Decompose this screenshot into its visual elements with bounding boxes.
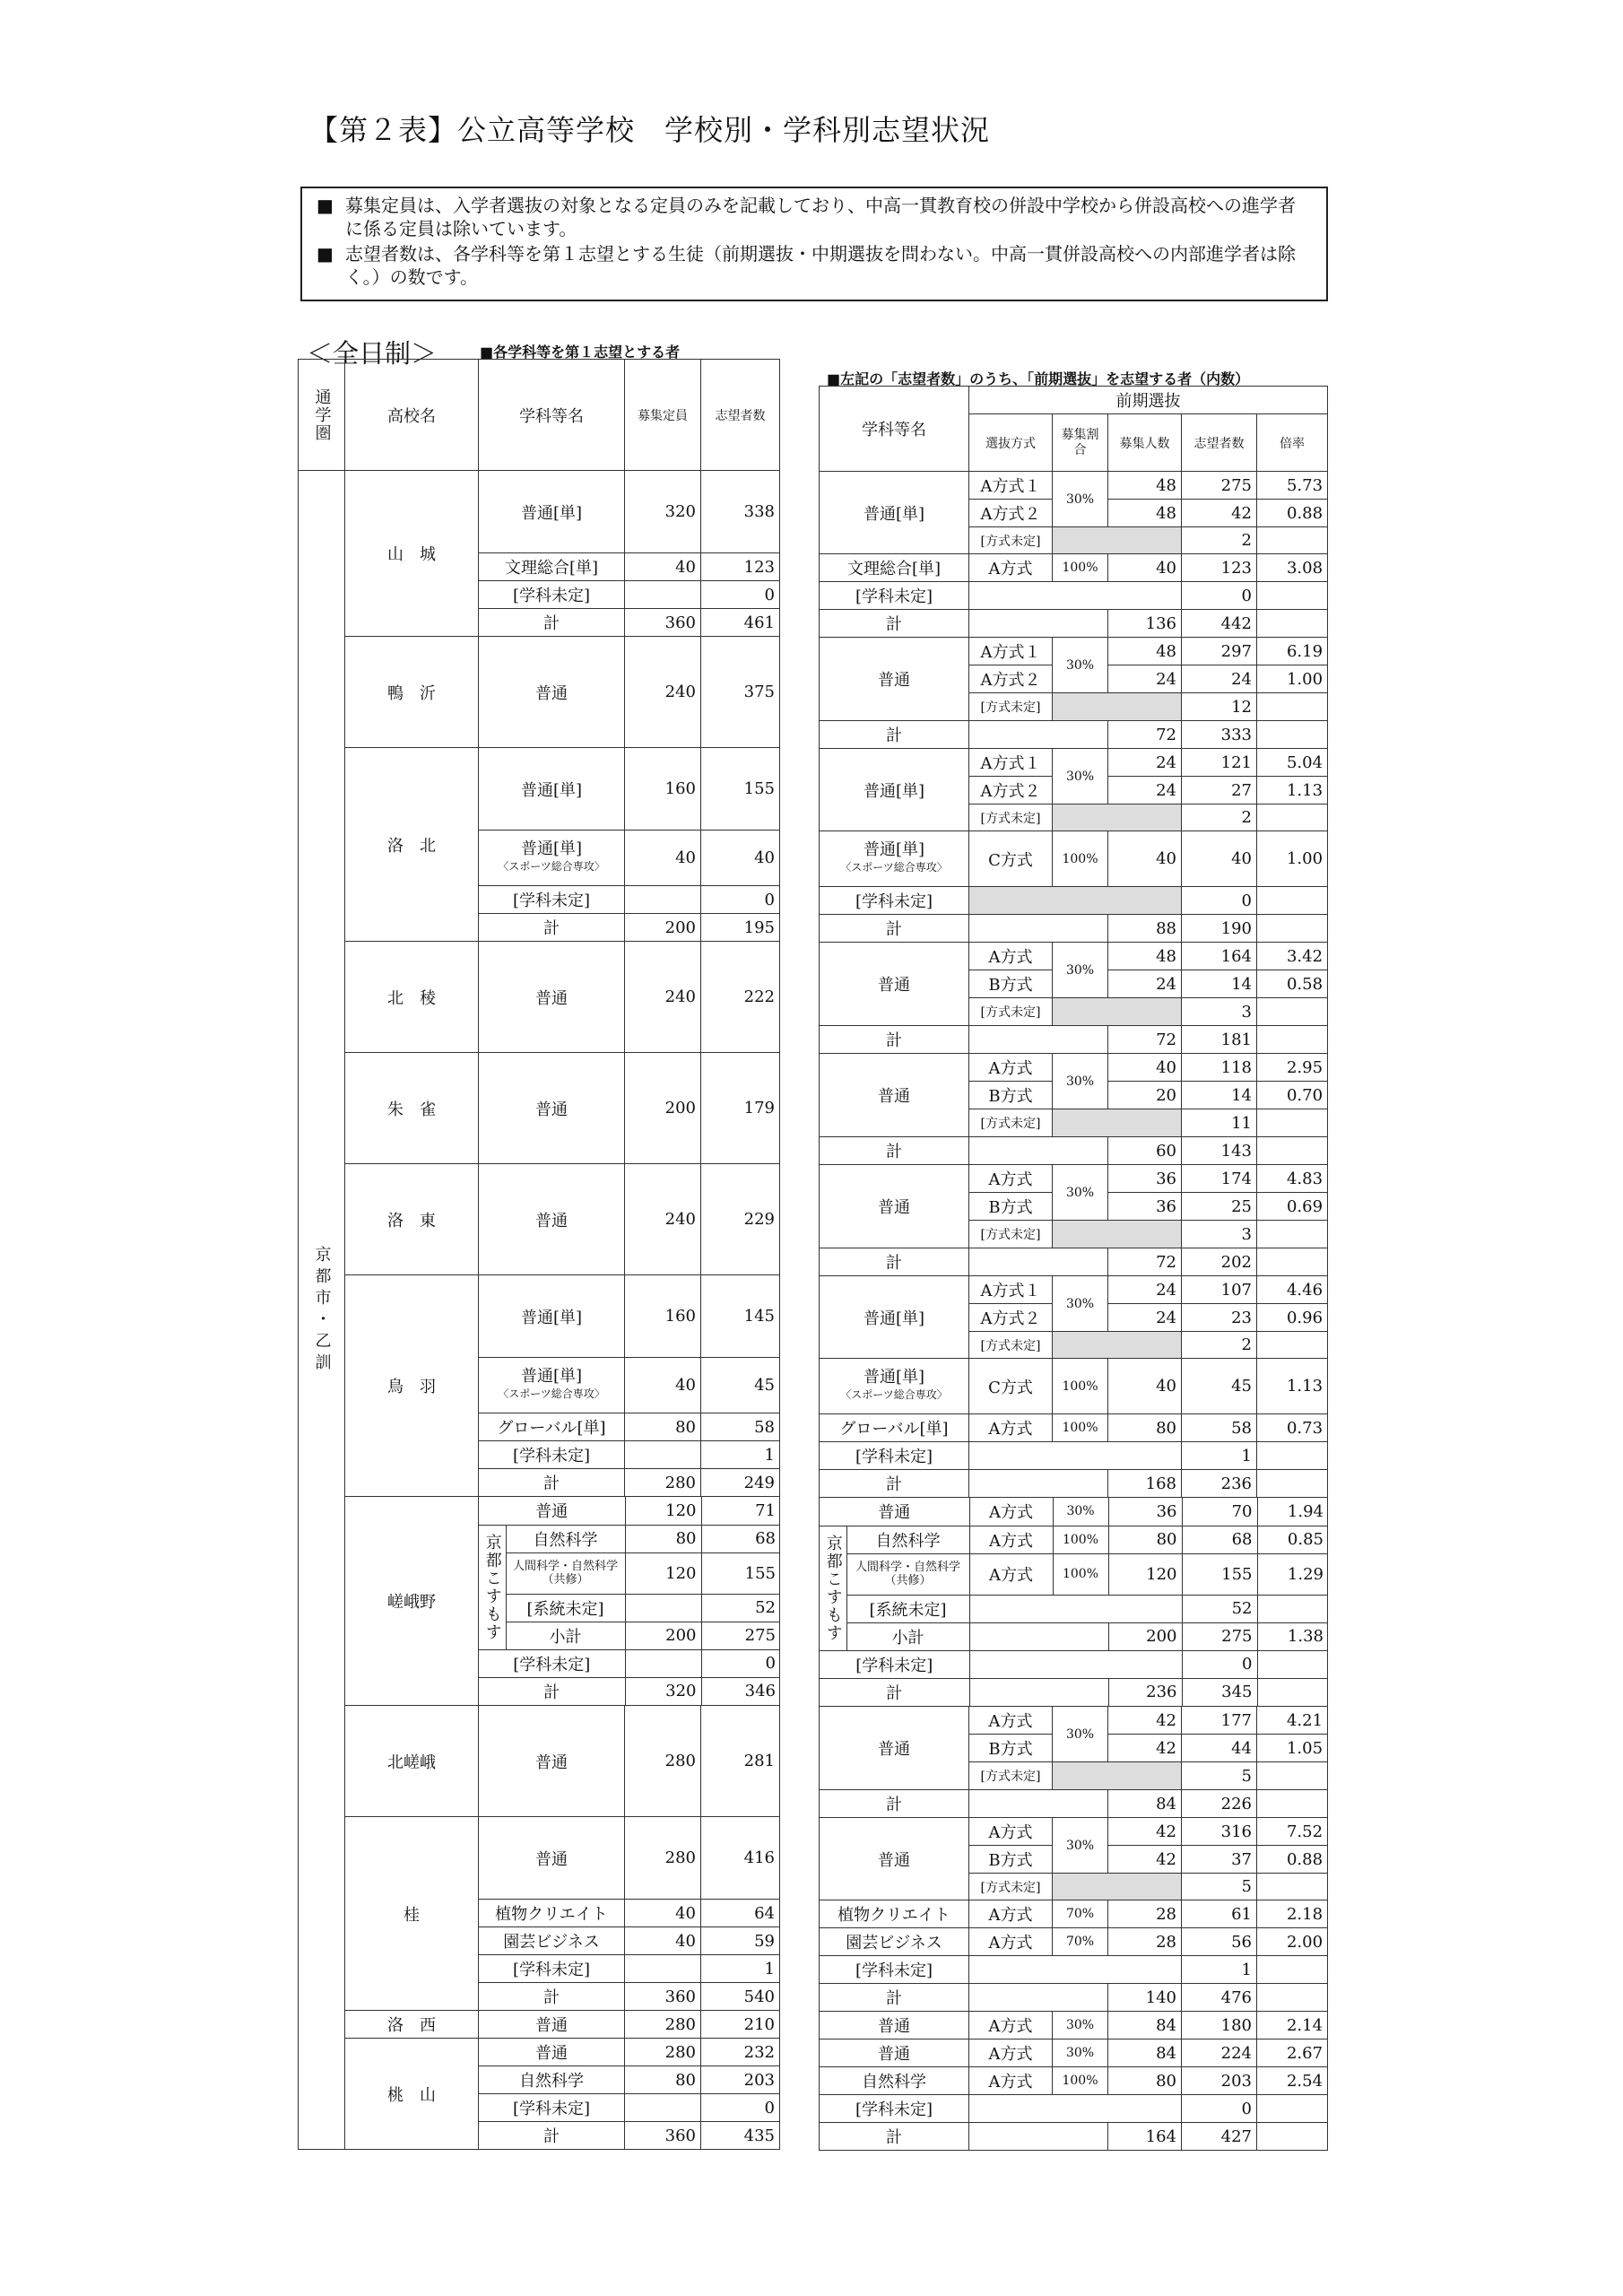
table-header-row [299, 360, 780, 471]
note-marker: ■ [317, 195, 334, 216]
table-row: 計 200 195 [299, 914, 780, 942]
table-row: 普通[単] A方式１ 30% 48 275 5.73 [820, 472, 1328, 500]
kyoto-kosumosu-label: 京都こすもす [479, 1525, 506, 1649]
table-row: [方式未定] 11 [820, 1109, 1328, 1137]
table-row: [方式未定] 5 [820, 1874, 1328, 1900]
table-row: A方式２ 24 23 0.96 [820, 1304, 1328, 1332]
table-row: 普通 A方式 30% 48 164 3.42 [820, 943, 1328, 970]
header-area: 通学圏 [299, 360, 345, 471]
table-row: 普通[単] 〈スポーツ総合専攻〉 C方式 100% 40 40 1.00 [820, 831, 1328, 887]
school-name: 山 城 [345, 471, 479, 637]
table-row: グローバル[単] 80 58 [299, 1413, 780, 1441]
kyoto-kosumosu-label: 京都こすもす [820, 1526, 846, 1650]
table-row: [方式未定] 2 [820, 527, 1328, 554]
header-dept: 学科等名 [479, 360, 625, 471]
table-row: [学科未定] 0 [820, 887, 1328, 915]
table-row: A方式２ 24 27 1.13 [820, 777, 1328, 804]
table-row: 普通 A方式 30% 42 177 4.21 [820, 1707, 1328, 1735]
note-2: ■ 志望者数は、各学科等を第１志望とする生徒（前期選抜・中期選抜を問わない。中高一貫併設高校への内部進学者は除く。）の数です。 [317, 243, 1296, 288]
table-row: [方式未定] 2 [820, 804, 1328, 831]
table-row: 普通 A方式 30% 36 174 4.83 [820, 1165, 1328, 1193]
table-row: 普通[単] A方式１ 30% 24 107 4.46 [820, 1276, 1328, 1304]
school-name: 桃 山 [345, 2039, 479, 2150]
table-row: B方式 20 14 0.70 [820, 1082, 1328, 1109]
table-row: 計 88 190 [820, 915, 1328, 943]
table-row [299, 1497, 780, 1706]
table-row: グローバル[単] A方式 100% 80 58 0.73 [820, 1414, 1328, 1442]
school-name: 洛 東 [345, 1164, 479, 1275]
table-row: 普通[単] 〈スポーツ総合専攻〉 40 40 [299, 831, 780, 886]
table-row: 桃 山 普通 280 232 [299, 2039, 780, 2066]
table-row: 植物クリエイト 40 64 [299, 1900, 780, 1927]
header-quota: 募集定員 [625, 360, 701, 471]
table-row: 計 84 226 [820, 1790, 1328, 1818]
table-row: B方式 36 25 0.69 [820, 1193, 1328, 1221]
table-row: 計 164 427 [820, 2123, 1328, 2151]
table-row: 計 72 333 [820, 721, 1328, 749]
table-row: 洛 西 普通 280 210 [299, 2011, 780, 2039]
table-row: 鳥 羽 普通[単] 160 145 [299, 1275, 780, 1358]
table-row: 計 360 461 [299, 609, 780, 637]
school-name: 嵯峨野 [345, 1497, 479, 1706]
table-row: 朱 雀 普通 200 179 [299, 1053, 780, 1164]
table-row: [学科未定] 1 [820, 1442, 1328, 1470]
page-title: 【第２表】公立高等学校 学校別・学科別志望状況 [309, 113, 991, 147]
table-row: [学科未定] 0 [820, 582, 1328, 610]
left-table-caption: ■各学科等を第１志望とする者 [480, 344, 681, 361]
area-name: 京都市・乙訓 [299, 471, 345, 2150]
table-row: 文理総合[単] 40 123 [299, 553, 780, 581]
table-row: 自然科学 A方式 100% 80 203 2.54 [820, 2067, 1328, 2095]
table-row: 京都市・乙訓 山 城 普通[単] 320 338 [299, 471, 780, 553]
table-row: 園芸ビジネス 40 59 [299, 1927, 780, 1955]
table-row [820, 1498, 1328, 1707]
table-row: [方式未定] 5 [820, 1762, 1328, 1790]
note-marker: ■ [317, 243, 334, 265]
table-row: 計 280 249 [299, 1469, 780, 1497]
table-row: 計 360 435 [299, 2122, 780, 2150]
section-heading: ＜全日制＞ [307, 338, 438, 369]
note-1: ■ 募集定員は、入学者選抜の対象となる定員のみを記載しており、中高一貫教育校の併設中学校から併設高校への進学者に係る定員は除いています。 [317, 195, 1296, 239]
table-row: 普通 A方式 30% 40 118 2.95 [820, 1054, 1328, 1082]
table-row: 普通[単] A方式１ 30% 24 121 5.04 [820, 749, 1328, 777]
table-row: [学科未定] 1 [299, 1955, 780, 1983]
table-row: [方式未定] 2 [820, 1332, 1328, 1359]
table-row: 計 72 202 [820, 1248, 1328, 1276]
school-name: 洛 西 [345, 2011, 479, 2039]
table-row: [学科未定] 0 [299, 581, 780, 609]
table-row: 計 72 181 [820, 1026, 1328, 1054]
table-row: 洛 北 普通[単] 160 155 [299, 748, 780, 831]
table-row: A方式２ 48 42 0.88 [820, 500, 1328, 527]
table-row: 自然科学 80 203 [299, 2066, 780, 2094]
table-row: 普通[単] 〈スポーツ総合専攻〉 C方式 100% 40 45 1.13 [820, 1359, 1328, 1414]
table-row: 計 360 540 [299, 1983, 780, 2011]
right-table [819, 386, 1328, 2151]
table-header-row: 選抜方式 募集割合 募集人数 志望者数 倍率 [820, 414, 1328, 472]
table-row: 普通 A方式１ 30% 48 297 6.19 [820, 638, 1328, 665]
table-row: 文理総合[単] A方式 100% 40 123 3.08 [820, 554, 1328, 582]
table-row: 普通 A方式 30% 84 224 2.67 [820, 2039, 1328, 2067]
header-school: 高校名 [345, 360, 479, 471]
table-row: 洛 東 普通 240 229 [299, 1164, 780, 1275]
header-zenki: 前期選抜 [969, 387, 1328, 414]
table-row: 園芸ビジネス A方式 70% 28 56 2.00 [820, 1928, 1328, 1956]
header-applicants: 志望者数 [701, 360, 780, 471]
sagano-subtable: 普通 120 71 京都こすもす 自然科学 80 68 人間科学・自然科学（共修） 120 155 [系統未定] 52 小計 200 275 [学科未定] 0 計 320 346 [479, 1497, 780, 1705]
school-name: 北嵯峨 [345, 1706, 479, 1817]
table-row: B方式 24 14 0.58 [820, 970, 1328, 998]
school-name: 北 稜 [345, 942, 479, 1053]
table-row: [方式未定] 3 [820, 1221, 1328, 1248]
table-header-row [820, 387, 1328, 414]
table-row: 桂 普通 280 416 [299, 1817, 780, 1900]
table-row: B方式 42 44 1.05 [820, 1735, 1328, 1762]
table-row: 鴨 沂 普通 240 375 [299, 637, 780, 748]
table-row: A方式２ 24 24 1.00 [820, 665, 1328, 693]
sagano-right-subtable: 普通 A方式 30% 36 70 1.94 京都こすもす 自然科学 A方式 100% 80 68 0.85 人間科学・自然科学（共修） A方式 100% 120 155 1.29 [系統未定] 52 小計 200 275 1.38 [学科未定] 0 計 236 345 [820, 1498, 1328, 1706]
table-row: 普通[単] 〈スポーツ総合専攻〉 40 45 [299, 1358, 780, 1413]
school-name: 洛 北 [345, 748, 479, 942]
table-row: B方式 42 37 0.88 [820, 1846, 1328, 1874]
table-row: 普通 A方式 30% 84 180 2.14 [820, 2012, 1328, 2039]
table-row: 計 136 442 [820, 610, 1328, 638]
table-row: [学科未定] 1 [820, 1956, 1328, 1984]
header-dept: 学科等名 [820, 387, 969, 472]
right-table-caption: ■左記の「志望者数」のうち、「前期選抜」を志望する者（内数） [827, 370, 1250, 387]
table-row: [学科未定] 0 [820, 2095, 1328, 2123]
school-name: 鴨 沂 [345, 637, 479, 748]
table-row: 植物クリエイト A方式 70% 28 61 2.18 [820, 1900, 1328, 1928]
table-row: [方式未定] 12 [820, 693, 1328, 721]
table-row: [学科未定] 0 [299, 2094, 780, 2122]
table-row: 計 140 476 [820, 1984, 1328, 2012]
table-row: 普通 A方式 30% 42 316 7.52 [820, 1818, 1328, 1846]
table-row: [学科未定] 0 [299, 886, 780, 914]
table-row: 計 60 143 [820, 1137, 1328, 1165]
table-row: [学科未定] 1 [299, 1441, 780, 1469]
school-name: 朱 雀 [345, 1053, 479, 1164]
school-name: 鳥 羽 [345, 1275, 479, 1497]
table-row: 北 稜 普通 240 222 [299, 942, 780, 1053]
notes-box [300, 187, 1328, 301]
left-table [298, 359, 780, 2150]
table-row: 北嵯峨 普通 280 281 [299, 1706, 780, 1817]
table-row: [方式未定] 3 [820, 998, 1328, 1026]
table-row: 計 168 236 [820, 1470, 1328, 1498]
school-name: 桂 [345, 1817, 479, 2011]
